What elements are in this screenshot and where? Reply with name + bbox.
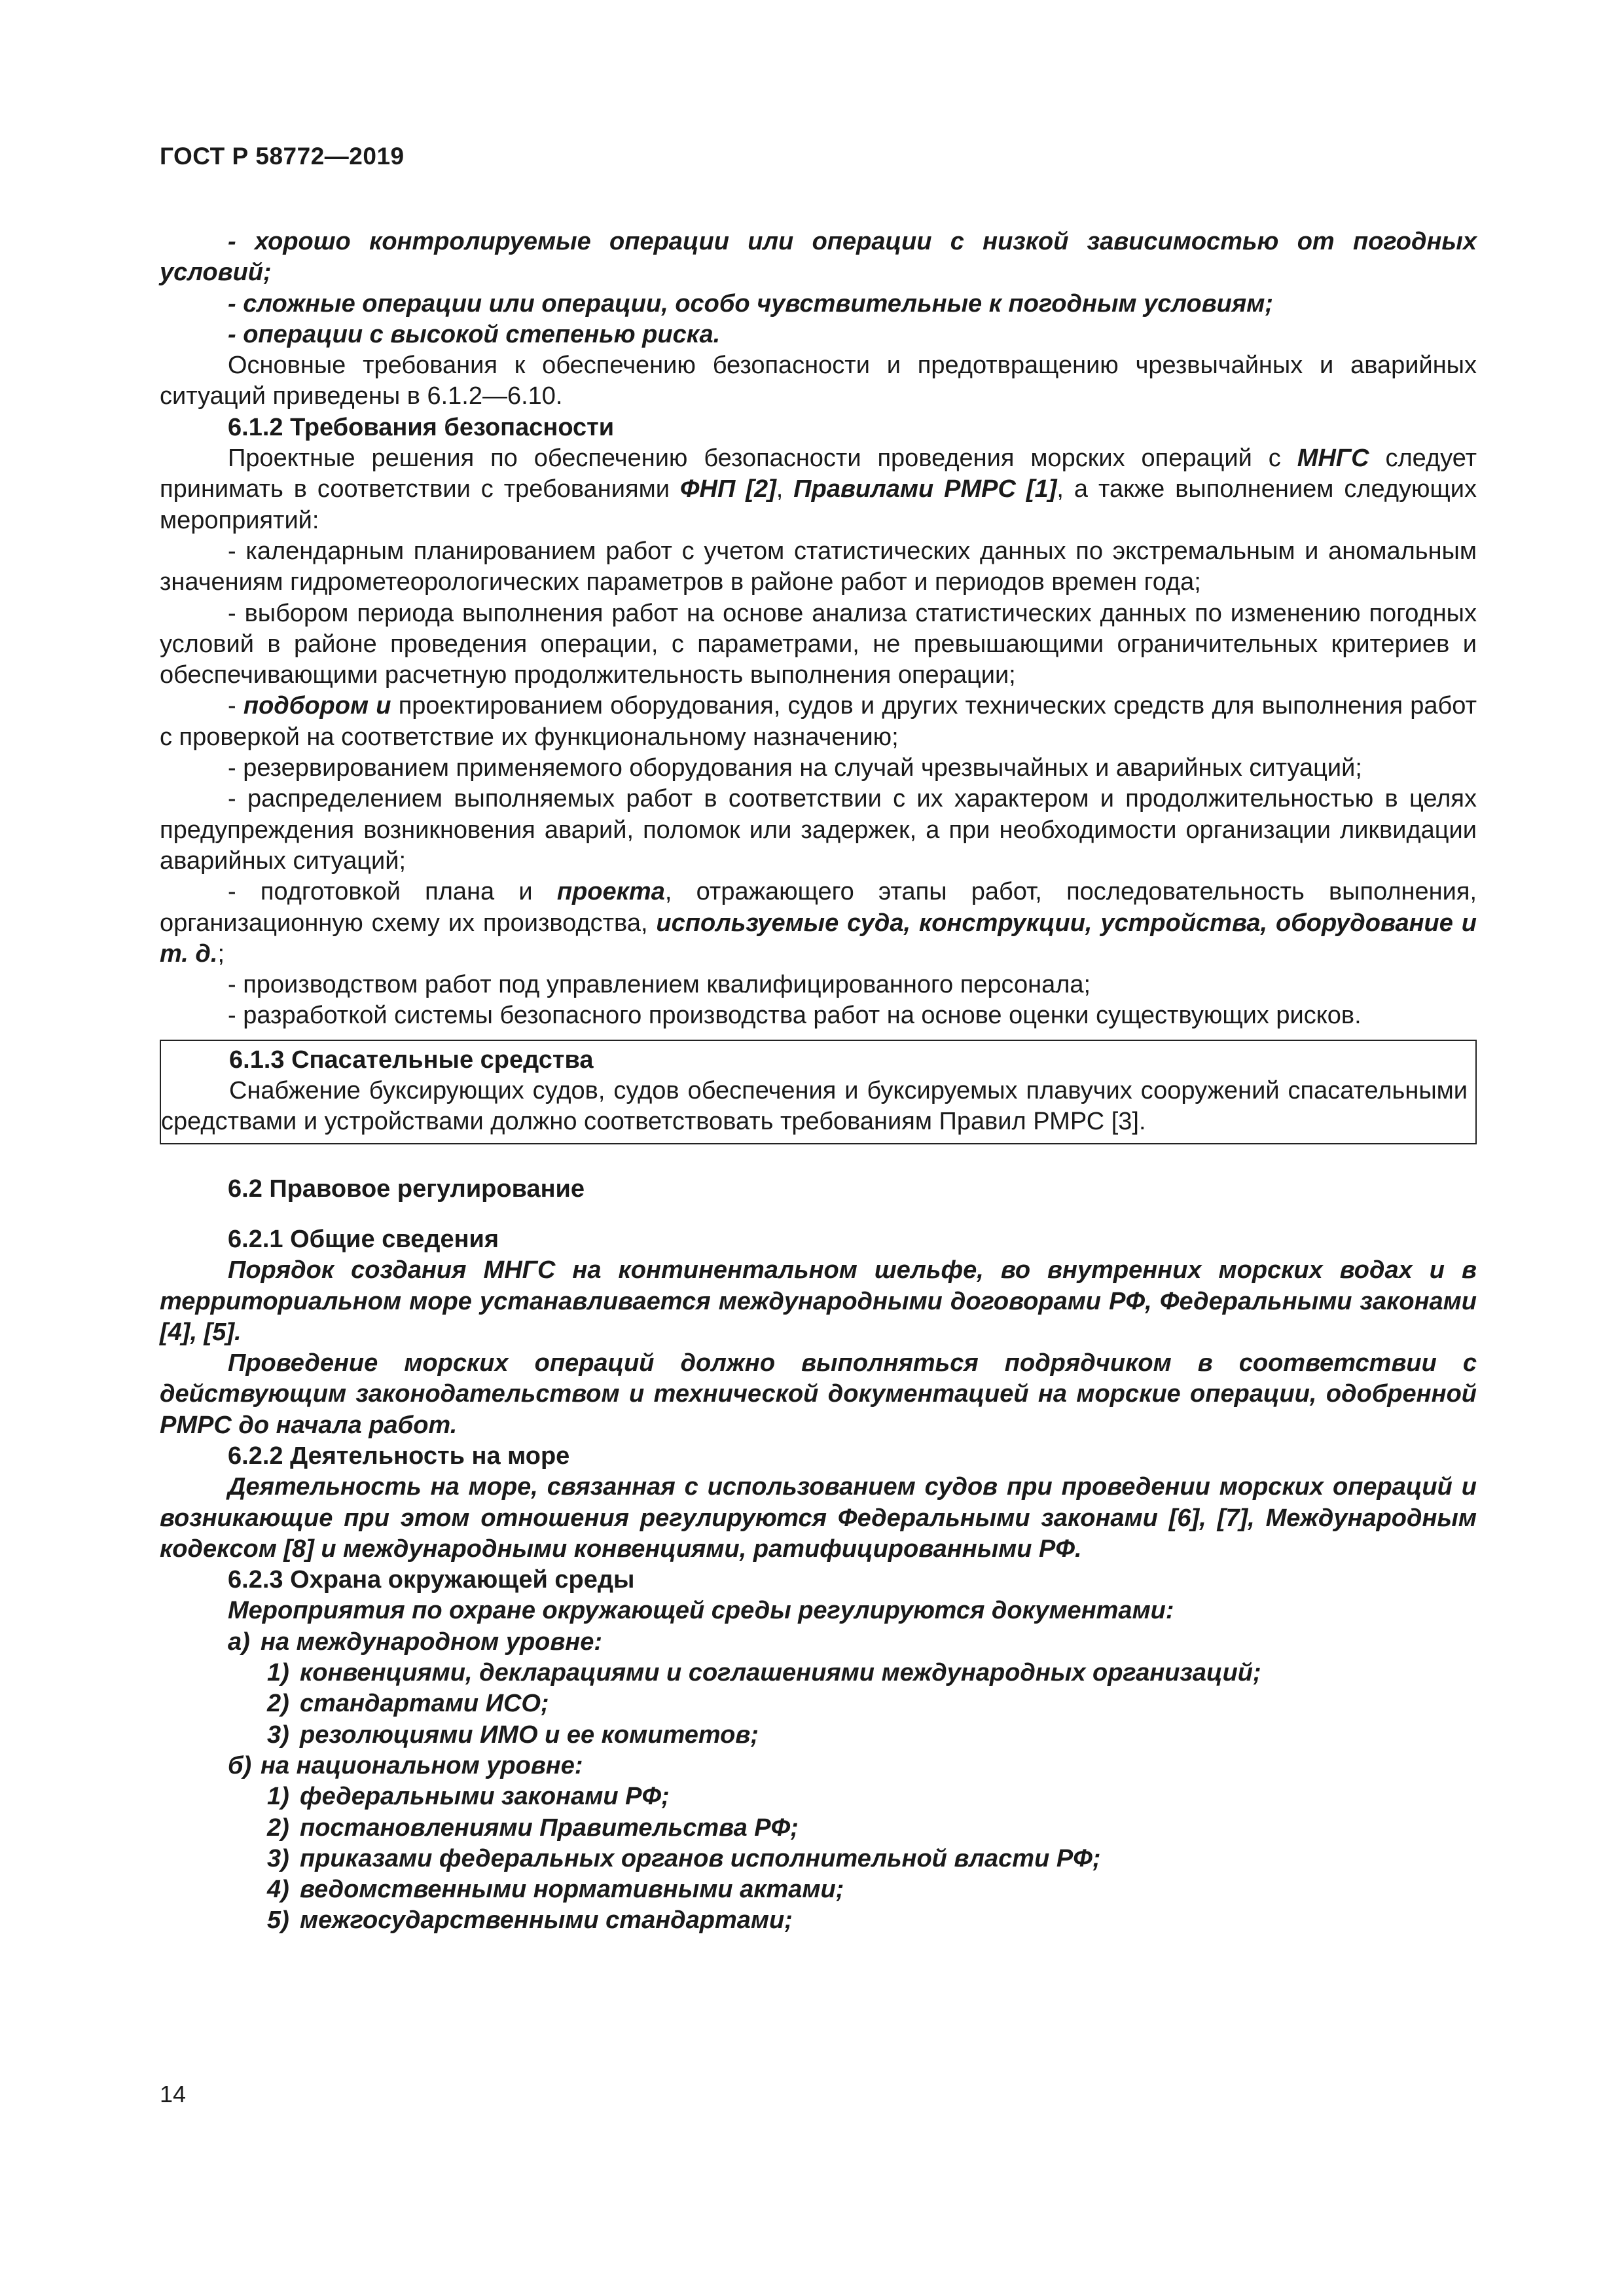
- section-heading-6-2-3: 6.2.3 Охрана окружающей среды: [228, 1566, 635, 1594]
- list-item: [160, 1874, 1477, 1905]
- text-run: Проектные решения по обеспечению безопасности проведения морских операций с: [228, 445, 1297, 473]
- text-run: приказами федеральных органов исполнительной власти РФ;: [300, 1844, 1101, 1872]
- list-item: [160, 1905, 1477, 1936]
- emphasis: используемые суда, конструкции, устройства, оборудование и т. д.: [160, 909, 1477, 968]
- list-item: [160, 1688, 1477, 1719]
- list-item: [160, 1627, 1477, 1658]
- section-heading-6-2-1: 6.2.1 Общие сведения: [228, 1225, 499, 1253]
- list-item: - распределением выполняемых работ в соответствии с их характером и продолжительностью в целях предупреждения возникновения аварий, поломок или задержек, а при необходимости организации ликвидации аварийных ситуаций;: [160, 785, 1477, 875]
- paragraph: Основные требования к обеспечению безопасности и предотвращению чрезвычайных и аварийных ситуаций приведены в 6.1.2—6.10.: [160, 352, 1477, 410]
- list-item: [160, 1813, 1477, 1844]
- list-item: - производством работ под управлением квалифицированного персонала;: [228, 971, 1091, 999]
- emphasis: проекта: [556, 878, 665, 906]
- text-run: ведомственными нормативными актами;: [300, 1876, 844, 1904]
- list-marker: б): [228, 1751, 252, 1779]
- list-marker: 3): [267, 1844, 289, 1872]
- list-item: - резервированием применяемого оборудования на случай чрезвычайных и аварийных ситуаций;: [228, 754, 1362, 782]
- list-marker: 2): [267, 1813, 289, 1842]
- list-item: - операции с высокой степенью риска.: [228, 320, 721, 348]
- text-run: ,: [776, 475, 794, 503]
- text-run: - подготовкой плана и: [228, 878, 557, 906]
- paragraph: Мероприятия по охране окружающей среды регулируются документами:: [228, 1597, 1174, 1625]
- document-page: [160, 143, 1477, 1937]
- list-marker: 4): [267, 1876, 289, 1904]
- list-item: - календарным планированием работ с учетом статистических данных по экстремальным и аномальным значениям гидрометеорологических параметров в районе работ и периодов времен года;: [160, 537, 1477, 596]
- list-item: - хорошо контролируемые операции или операции с низкой зависимостью от погодных условий;: [160, 228, 1477, 287]
- text-run: стандартами ИСО;: [300, 1690, 549, 1718]
- list-item: [160, 877, 1477, 970]
- section-heading-6-1-2: 6.1.2 Требования безопасности: [228, 413, 615, 441]
- list-marker: 5): [267, 1906, 289, 1935]
- text-run: конвенциями, декларациями и соглашениями международных организаций;: [300, 1659, 1261, 1687]
- text-run: федеральными законами РФ;: [300, 1783, 670, 1811]
- paragraph: Порядок создания МНГС на континентальном шельфе, во внутренних морских водах и в территориальном море устанавливается международными договорами РФ, Федеральными законами [4], [5].: [160, 1256, 1477, 1346]
- framed-section-6-1-3: [160, 1040, 1477, 1144]
- list-item: [160, 1720, 1477, 1751]
- document-code: ГОСТ Р 58772—2019: [160, 143, 405, 170]
- text-run: резолюциями ИМО и ее комитетов;: [300, 1721, 759, 1749]
- list-marker: 1): [267, 1783, 289, 1811]
- section-heading-6-1-3: 6.1.3 Спасательные средства: [229, 1046, 594, 1074]
- list-marker: 3): [267, 1721, 289, 1749]
- section-heading-6-2-2: 6.2.2 Деятельность на море: [228, 1442, 570, 1470]
- text-run: ;: [217, 939, 225, 968]
- emphasis: МНГС: [1297, 445, 1369, 473]
- emphasis: Правилами РМРС [1]: [793, 475, 1057, 503]
- text-run: , а также выполнением следующих мероприятий:: [160, 475, 1477, 534]
- list-item: - выбором периода выполнения работ на основе анализа статистических данных по изменению погодных условий в районе проведения операции, с параметрами, не превышающими ограничительных критериев и обеспечивающими расчетную продолжительность выполнения операции;: [160, 599, 1477, 689]
- text-run: постановлениями Правительства РФ;: [300, 1813, 799, 1842]
- text-run: следует принимать в соответствии с требованиями: [160, 445, 1477, 503]
- paragraph: Деятельность на море, связанная с использованием судов при проведении морских операций и возникающие при этом отношения регулируются Федеральными законами [6], [7], Международным кодексом [8] и международными конвенциями, ратифицированными РФ.: [160, 1473, 1477, 1563]
- emphasis: подбором и: [243, 692, 391, 720]
- list-marker: а): [228, 1628, 250, 1656]
- text-run: -: [228, 692, 244, 720]
- text-run: межгосударственными стандартами;: [300, 1906, 793, 1935]
- list-marker: 1): [267, 1659, 289, 1687]
- list-item: [160, 1844, 1477, 1874]
- text-run: на международном уровне:: [261, 1628, 603, 1656]
- page-number: 14: [160, 2081, 187, 2107]
- text-run: на национальном уровне:: [261, 1751, 583, 1779]
- list-item: [160, 1658, 1477, 1688]
- paragraph: Снабжение буксирующих судов, судов обеспечения и буксируемых плавучих сооружений спасательными средствами и устройствами должно соответствовать требованиям Правил РМРС [3].: [161, 1077, 1468, 1136]
- document-body: [160, 227, 1477, 1937]
- list-marker: 2): [267, 1690, 289, 1718]
- emphasis: ФНП [2]: [679, 475, 776, 503]
- text-run: , отражающего этапы работ, последовательность выполнения, организационную схему их производства,: [160, 878, 1477, 937]
- list-item: [160, 691, 1477, 753]
- list-item: - разработкой системы безопасного производства работ на основе оценки существующих рисков.: [228, 1002, 1362, 1030]
- text-run: проектированием оборудования, судов и других технических средств для выполнения работ с проверкой на соответствие их функциональному назначению;: [160, 692, 1477, 751]
- paragraph: Проведение морских операций должно выполняться подрядчиком в соответствии с действующим законодательством и технической документацией на морские операции, одобренной РМРС до начала работ.: [160, 1349, 1477, 1439]
- list-item: [160, 1751, 1477, 1781]
- section-heading-6-2: 6.2 Правовое регулирование: [228, 1175, 585, 1203]
- list-item: [160, 1781, 1477, 1812]
- paragraph: [160, 443, 1477, 536]
- list-item: - сложные операции или операции, особо чувствительные к погодным условиям;: [228, 289, 1274, 318]
